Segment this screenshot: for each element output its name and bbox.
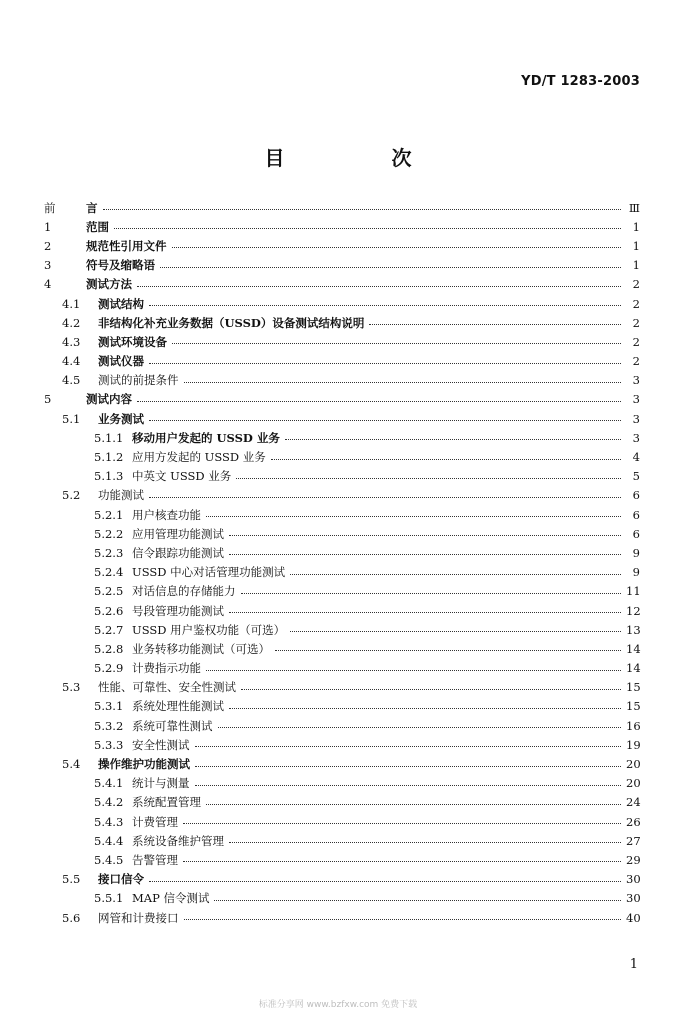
dot-leader	[229, 525, 621, 536]
toc-entry-number: 5	[44, 392, 52, 407]
toc-entry-number: 5.4.5	[94, 852, 124, 867]
toc-entry[interactable]	[0, 543, 676, 562]
toc-entry-page: 2	[632, 296, 640, 311]
toc-entry-label: 应用管理功能测试	[132, 526, 224, 541]
toc-entry-page: 20	[626, 776, 641, 791]
toc-entry[interactable]	[0, 697, 676, 716]
toc-entry-label: 言	[86, 200, 98, 215]
toc-entry-number: 5.4.1	[94, 776, 124, 791]
toc-entry-label: 测试结构	[98, 296, 144, 311]
toc-entry[interactable]	[0, 678, 676, 697]
dot-leader	[290, 564, 621, 575]
dot-leader	[206, 506, 621, 517]
toc-entry-number: 1	[44, 219, 52, 234]
toc-entry-label: 符号及缩略语	[86, 258, 155, 273]
dot-leader	[241, 583, 622, 594]
toc-entry-page: 3	[632, 373, 640, 388]
toc-entry-number: 5.3.1	[94, 699, 124, 714]
dot-leader	[114, 218, 621, 229]
toc-entry-page: 12	[626, 603, 641, 618]
dot-leader	[369, 314, 621, 325]
toc-entry[interactable]	[0, 390, 676, 409]
toc-entry-page: 6	[632, 507, 640, 522]
toc-entry-number: 5.4.4	[94, 833, 124, 848]
dot-leader	[184, 372, 622, 383]
toc-entry-page: 5	[632, 469, 640, 484]
toc-entry[interactable]	[0, 563, 676, 582]
toc-entry[interactable]	[0, 428, 676, 447]
toc-entry[interactable]	[0, 831, 676, 850]
toc-entry-label: MAP 信令测试	[132, 891, 210, 906]
toc-entry-label: 系统处理性能测试	[132, 699, 224, 714]
toc-entry-page: 6	[632, 526, 640, 541]
toc-entry-label: 对话信息的存储能力	[132, 584, 236, 599]
toc-entry-number: 5.6	[62, 910, 81, 925]
toc-entry-label: 安全性测试	[132, 737, 190, 752]
toc-entry-label: USSD 用户鉴权功能（可选）	[132, 622, 286, 637]
dot-leader	[195, 736, 622, 747]
toc-entry-number: 5.5.1	[94, 891, 124, 906]
dot-leader	[172, 237, 622, 248]
toc-entry-number: 4.2	[62, 315, 81, 330]
toc-entry-page: 15	[626, 680, 641, 695]
toc-entry[interactable]	[0, 659, 676, 678]
dot-leader	[229, 832, 621, 843]
toc-entry-label: 系统可靠性测试	[132, 718, 213, 733]
toc-entry-label: 测试环境设备	[98, 334, 167, 349]
toc-entry-page: 4	[632, 450, 640, 465]
dot-leader	[149, 353, 621, 364]
toc-entry-page: 2	[632, 277, 640, 292]
toc-entry[interactable]	[0, 447, 676, 466]
toc-entry[interactable]	[0, 352, 676, 371]
toc-entry[interactable]	[0, 620, 676, 639]
toc-entry-number: 5.1.2	[94, 450, 124, 465]
toc-entry-page: Ⅲ	[628, 200, 640, 215]
dot-leader	[183, 813, 621, 824]
toc-entry-page: 3	[632, 411, 640, 426]
toc-entry-label: 功能测试	[98, 488, 144, 503]
watermark-text: 标准分享网 www.bzfxw.com 免费下载	[258, 1000, 418, 1010]
dot-leader	[236, 468, 621, 479]
dot-leader	[195, 775, 622, 786]
toc-entry[interactable]	[0, 716, 676, 735]
toc-entry-page: 1	[632, 238, 640, 253]
dot-leader	[149, 410, 621, 421]
toc-entry-label: 网管和计费接口	[98, 910, 179, 925]
toc-entry-label: 系统设备维护管理	[132, 833, 224, 848]
dot-leader	[184, 909, 622, 920]
toc-entry-number: 5.2.3	[94, 545, 124, 560]
toc-entry[interactable]	[0, 217, 676, 236]
toc-entry-number: 5.2.6	[94, 603, 124, 618]
toc-entry[interactable]	[0, 639, 676, 658]
toc-entry-number: 4.5	[62, 373, 81, 388]
toc-entry-page: 14	[626, 641, 641, 656]
toc-entry-number: 5.2.2	[94, 526, 124, 541]
toc-entry-page: 13	[626, 622, 641, 637]
toc-entry-label: 操作维护功能测试	[98, 757, 190, 772]
toc-entry[interactable]	[0, 774, 676, 793]
toc-entry[interactable]	[0, 889, 676, 908]
toc-entry[interactable]	[0, 236, 676, 255]
toc-entry-label: 统计与测量	[132, 776, 190, 791]
toc-entry-label: 号段管理功能测试	[132, 603, 224, 618]
dot-leader	[285, 429, 621, 440]
toc-entry-number: 5.2.8	[94, 641, 124, 656]
dot-leader	[214, 890, 621, 901]
dot-leader	[195, 756, 621, 767]
toc-entry-number: 5.1.1	[94, 430, 124, 445]
toc-entry-page: 2	[632, 354, 640, 369]
toc-entry-label: 规范性引用文件	[86, 238, 167, 253]
toc-entry-page: 30	[626, 891, 641, 906]
toc-entry-label: 用户核查功能	[132, 507, 201, 522]
toc-entry-page: 27	[626, 833, 641, 848]
dot-leader	[206, 660, 621, 671]
toc-entry-page: 3	[632, 392, 640, 407]
toc-entry-number: 前	[44, 200, 56, 215]
toc-entry-page: 24	[626, 795, 641, 810]
toc-entry-number: 5.2.1	[94, 507, 124, 522]
toc-entry-page: 6	[632, 488, 640, 503]
dot-leader	[206, 794, 621, 805]
toc-entry[interactable]	[0, 601, 676, 620]
toc-entry[interactable]	[0, 524, 676, 543]
table-of-contents	[0, 198, 676, 927]
dot-leader	[160, 257, 621, 268]
toc-entry-number: 5.1	[62, 411, 81, 426]
toc-entry-number: 5.2.4	[94, 565, 124, 580]
toc-entry[interactable]	[0, 275, 676, 294]
dot-leader	[271, 449, 621, 460]
toc-entry[interactable]	[0, 256, 676, 275]
toc-entry-label: 系统配置管理	[132, 795, 201, 810]
dot-leader	[149, 487, 621, 498]
dot-leader	[172, 333, 621, 344]
toc-entry-page: 20	[626, 757, 641, 772]
toc-entry[interactable]	[0, 908, 676, 927]
toc-entry-number: 4.4	[62, 354, 81, 369]
toc-entry-label: 移动用户发起的 USSD 业务	[132, 430, 280, 445]
toc-entry-number: 5.2.5	[94, 584, 124, 599]
dot-leader	[137, 276, 621, 287]
toc-entry-label: 中英文 USSD 业务	[132, 469, 232, 484]
toc-entry-page: 30	[626, 872, 641, 887]
toc-entry-label: 计费指示功能	[132, 661, 201, 676]
toc-entry-label: 测试内容	[86, 392, 132, 407]
toc-entry-label: 非结构化补充业务数据（USSD）设备测试结构说明	[98, 315, 365, 330]
dot-leader	[229, 602, 621, 613]
toc-entry[interactable]	[0, 294, 676, 313]
toc-entry-number: 5.5	[62, 872, 81, 887]
toc-entry-label: 性能、可靠性、安全性测试	[98, 680, 236, 695]
toc-entry-number: 4.1	[62, 296, 81, 311]
toc-entry-label: 业务测试	[98, 411, 144, 426]
toc-entry-page: 26	[626, 814, 641, 829]
toc-entry-label: 信令跟踪功能测试	[132, 545, 224, 560]
toc-entry-number: 2	[44, 238, 52, 253]
toc-entry-number: 5.4.2	[94, 795, 124, 810]
dot-leader	[290, 621, 621, 632]
toc-entry-page: 14	[626, 661, 641, 676]
toc-entry-page: 1	[632, 258, 640, 273]
toc-entry-page: 29	[626, 852, 641, 867]
dot-leader	[149, 295, 621, 306]
toc-entry[interactable]	[0, 505, 676, 524]
toc-entry-label: 测试方法	[86, 277, 132, 292]
toc-entry[interactable]	[0, 850, 676, 869]
toc-entry-number: 4.3	[62, 334, 81, 349]
toc-entry-label: 应用方发起的 USSD 业务	[132, 450, 266, 465]
toc-entry[interactable]	[0, 870, 676, 889]
toc-entry-number: 5.4.3	[94, 814, 124, 829]
dot-leader	[103, 199, 622, 210]
toc-entry[interactable]	[0, 582, 676, 601]
dot-leader	[183, 851, 621, 862]
toc-entry[interactable]	[0, 486, 676, 505]
toc-entry-page: 15	[626, 699, 641, 714]
toc-entry-number: 4	[44, 277, 52, 292]
toc-entry-label: 测试的前提条件	[98, 373, 179, 388]
toc-entry-page: 9	[632, 565, 640, 580]
page-number: 1	[629, 957, 638, 972]
document-code: YD/T 1283-2003	[521, 74, 640, 89]
toc-entry[interactable]	[0, 313, 676, 332]
toc-entry[interactable]	[0, 793, 676, 812]
toc-entry[interactable]	[0, 735, 676, 754]
toc-entry-number: 5.4	[62, 757, 81, 772]
toc-entry-label: USSD 中心对话管理功能测试	[132, 565, 286, 580]
page-title: 目 次	[264, 146, 462, 170]
dot-leader	[275, 640, 621, 651]
dot-leader	[137, 391, 621, 402]
toc-entry-page: 40	[626, 910, 641, 925]
toc-entry[interactable]	[0, 467, 676, 486]
toc-entry-number: 5.3.2	[94, 718, 124, 733]
toc-entry-label: 计费管理	[132, 814, 178, 829]
toc-entry-label: 测试仪器	[98, 354, 144, 369]
toc-entry-page: 2	[632, 315, 640, 330]
dot-leader	[229, 544, 621, 555]
toc-entry-page: 16	[626, 718, 641, 733]
toc-entry-number: 5.3.3	[94, 737, 124, 752]
dot-leader	[218, 717, 622, 728]
toc-entry-number: 5.2	[62, 488, 81, 503]
toc-entry[interactable]	[0, 409, 676, 428]
toc-entry-number: 5.2.9	[94, 661, 124, 676]
toc-entry-page: 1	[632, 219, 640, 234]
toc-entry-number: 5.3	[62, 680, 81, 695]
toc-entry[interactable]	[0, 812, 676, 831]
toc-entry-number: 3	[44, 258, 52, 273]
dot-leader	[241, 679, 621, 690]
toc-entry[interactable]	[0, 754, 676, 773]
dot-leader	[149, 871, 621, 882]
toc-entry-page: 11	[626, 584, 641, 599]
toc-entry[interactable]	[0, 198, 676, 217]
toc-entry-label: 范围	[86, 219, 109, 234]
toc-entry-page: 3	[632, 430, 640, 445]
toc-entry-label: 告警管理	[132, 852, 178, 867]
toc-entry-page: 2	[632, 334, 640, 349]
toc-entry-label: 业务转移功能测试（可选）	[132, 641, 270, 656]
toc-entry-page: 19	[626, 737, 641, 752]
toc-entry-page: 9	[632, 545, 640, 560]
toc-entry[interactable]	[0, 371, 676, 390]
dot-leader	[229, 698, 621, 709]
toc-entry[interactable]	[0, 332, 676, 351]
toc-entry-number: 5.2.7	[94, 622, 124, 637]
toc-entry-label: 接口信令	[98, 872, 144, 887]
toc-entry-number: 5.1.3	[94, 469, 124, 484]
